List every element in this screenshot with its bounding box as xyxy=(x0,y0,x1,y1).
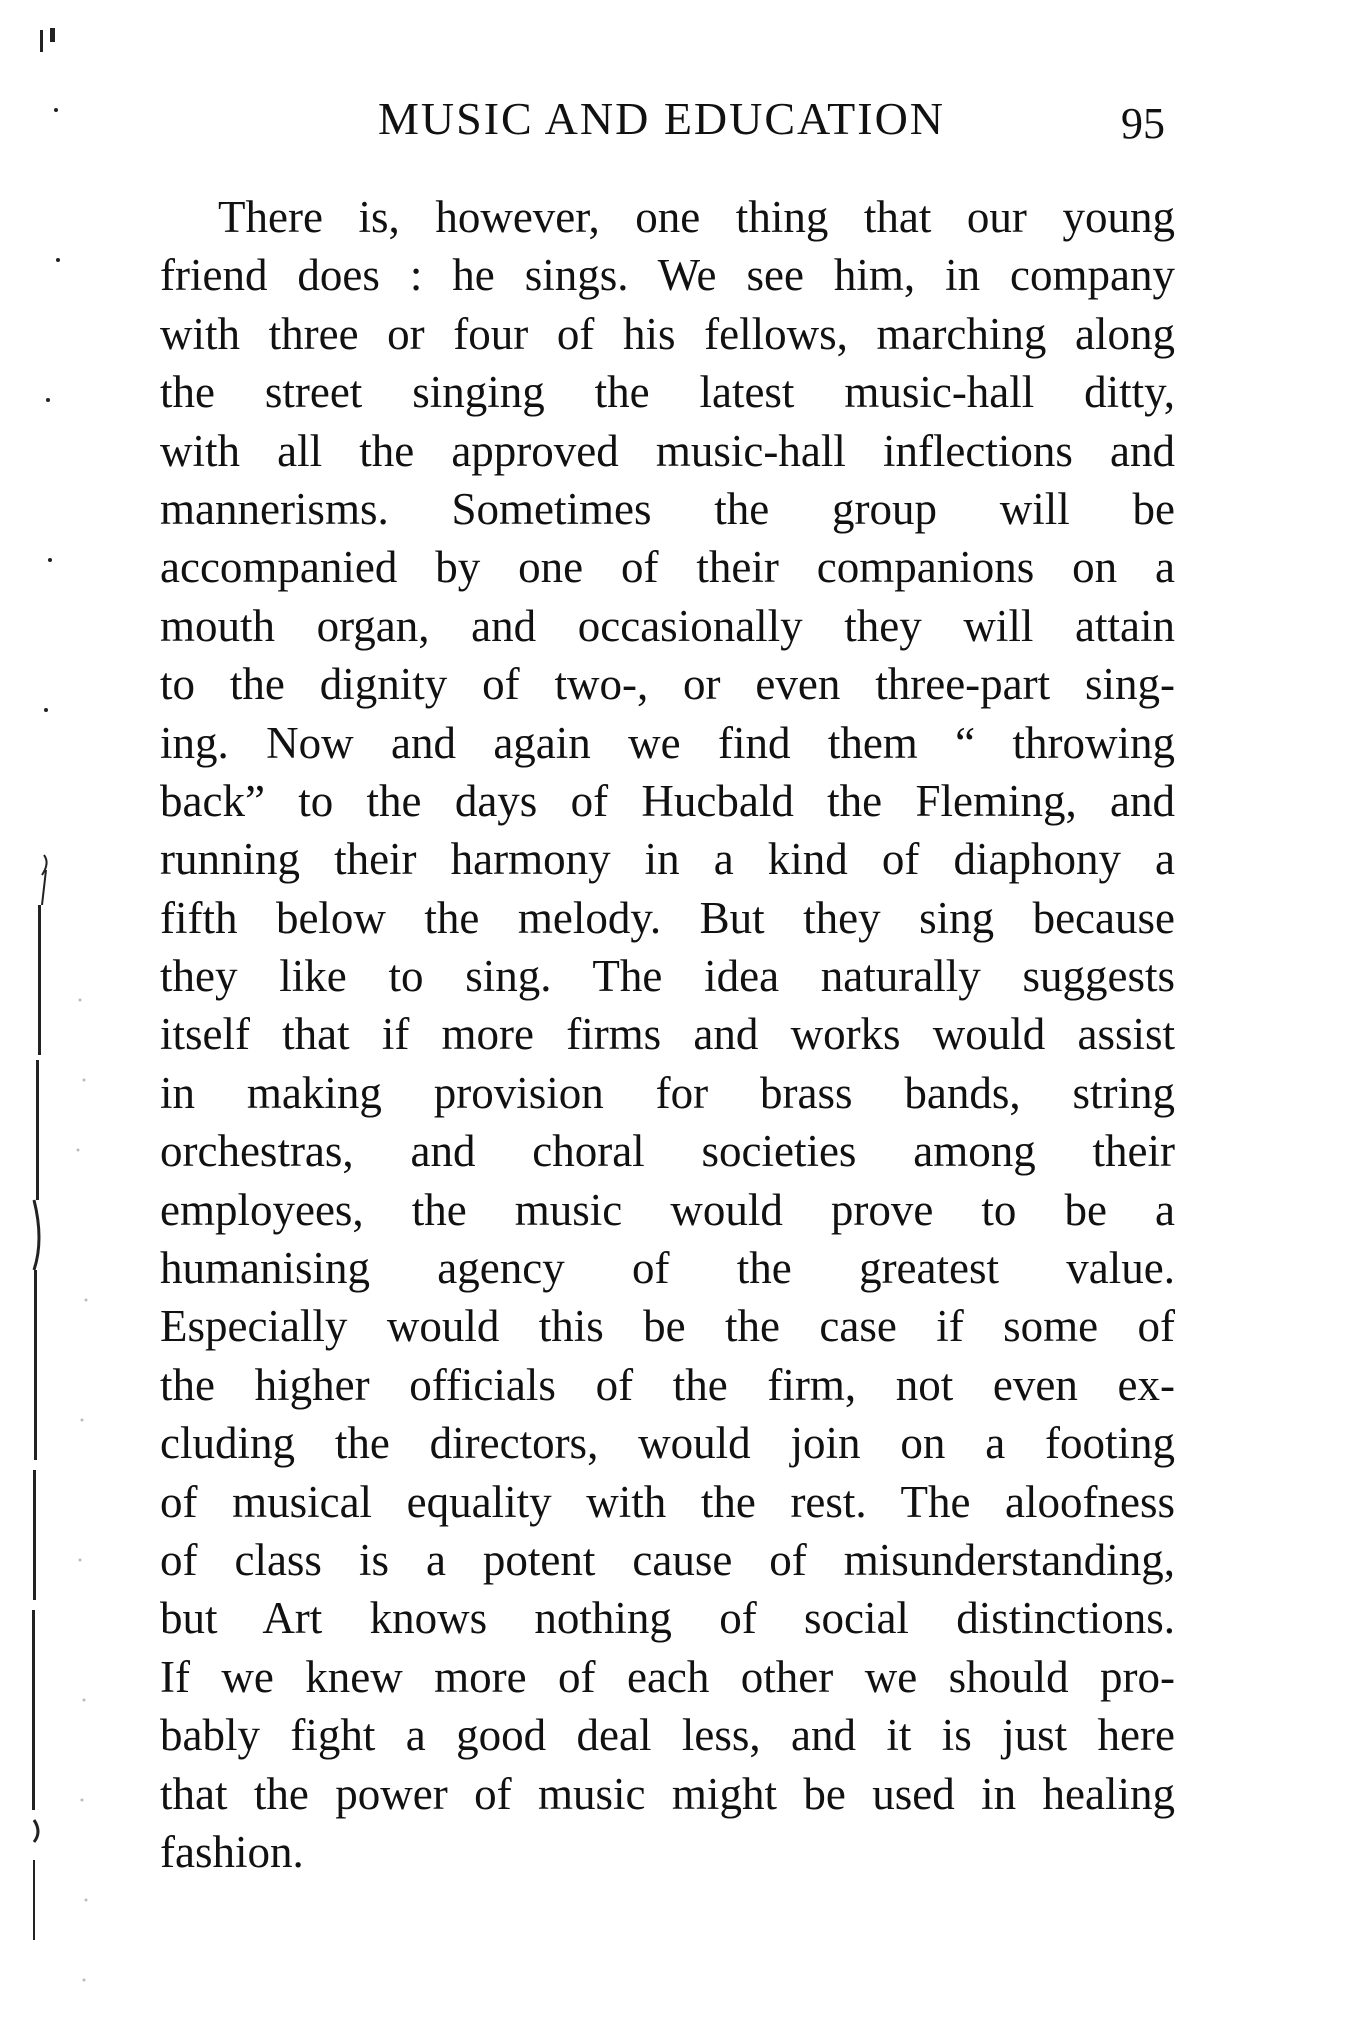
text-line: accompanied by one of their companions on a xyxy=(160,542,1175,593)
text-line: cluding the directors, would join on a footing xyxy=(160,1418,1175,1469)
text-line: with three or four of his fellows, marching along xyxy=(160,308,1175,359)
text-line: back” to the days of Hucbald the Fleming, and xyxy=(160,775,1175,826)
text-line: There is, however, one thing that our young xyxy=(218,192,1175,242)
text-line: they like to sing. The idea naturally suggests xyxy=(160,951,1175,1002)
text-line: fifth below the melody. But they sing because xyxy=(160,892,1175,943)
text-line: to the dignity of two-, or even three-part sing- xyxy=(160,659,1175,710)
running-title: MUSIC AND EDUCATION xyxy=(378,93,946,144)
text-line: running their harmony in a kind of diaphony a xyxy=(160,834,1175,885)
text-line: Especially would this be the case if some of xyxy=(160,1301,1175,1352)
text-line: ing. Now and again we find them “ throwing xyxy=(160,717,1175,768)
text-line: employees, the music would prove to be a xyxy=(160,1184,1175,1235)
body-paragraph xyxy=(160,188,1175,1881)
text-line: the street singing the latest music-hall ditty, xyxy=(160,367,1175,418)
text-line: fashion. xyxy=(160,1826,304,1877)
text-line: bably fight a good deal less, and it is just here xyxy=(160,1710,1175,1761)
text-line: itself that if more firms and works would assist xyxy=(160,1009,1175,1060)
text-line: If we knew more of each other we should pro- xyxy=(160,1651,1175,1702)
text-line: the higher officials of the firm, not even ex- xyxy=(160,1359,1175,1410)
text-line: friend does : he sings. We see him, in company xyxy=(160,250,1175,301)
text-line: with all the approved music-hall inflections and xyxy=(160,425,1175,476)
text-line: mannerisms. Sometimes the group will be xyxy=(160,483,1175,534)
text-line: in making provision for brass bands, string xyxy=(160,1067,1175,1118)
text-line: but Art knows nothing of social distinctions. xyxy=(160,1593,1175,1644)
text-line: humanising agency of the greatest value. xyxy=(160,1243,1175,1294)
binding-edge-marks xyxy=(0,0,110,2032)
text-line: that the power of music might be used in healing xyxy=(160,1768,1175,1819)
text-line: orchestras, and choral societies among their xyxy=(160,1126,1175,1177)
running-header xyxy=(160,92,1175,152)
binding-shadow-graphic xyxy=(0,0,110,2032)
text-line: of class is a potent cause of misunderstanding, xyxy=(160,1534,1175,1585)
text-line: of musical equality with the rest. The aloofness xyxy=(160,1476,1175,1527)
text-line: mouth organ, and occasionally they will attain xyxy=(160,600,1175,651)
page-number: 95 xyxy=(1121,99,1165,148)
